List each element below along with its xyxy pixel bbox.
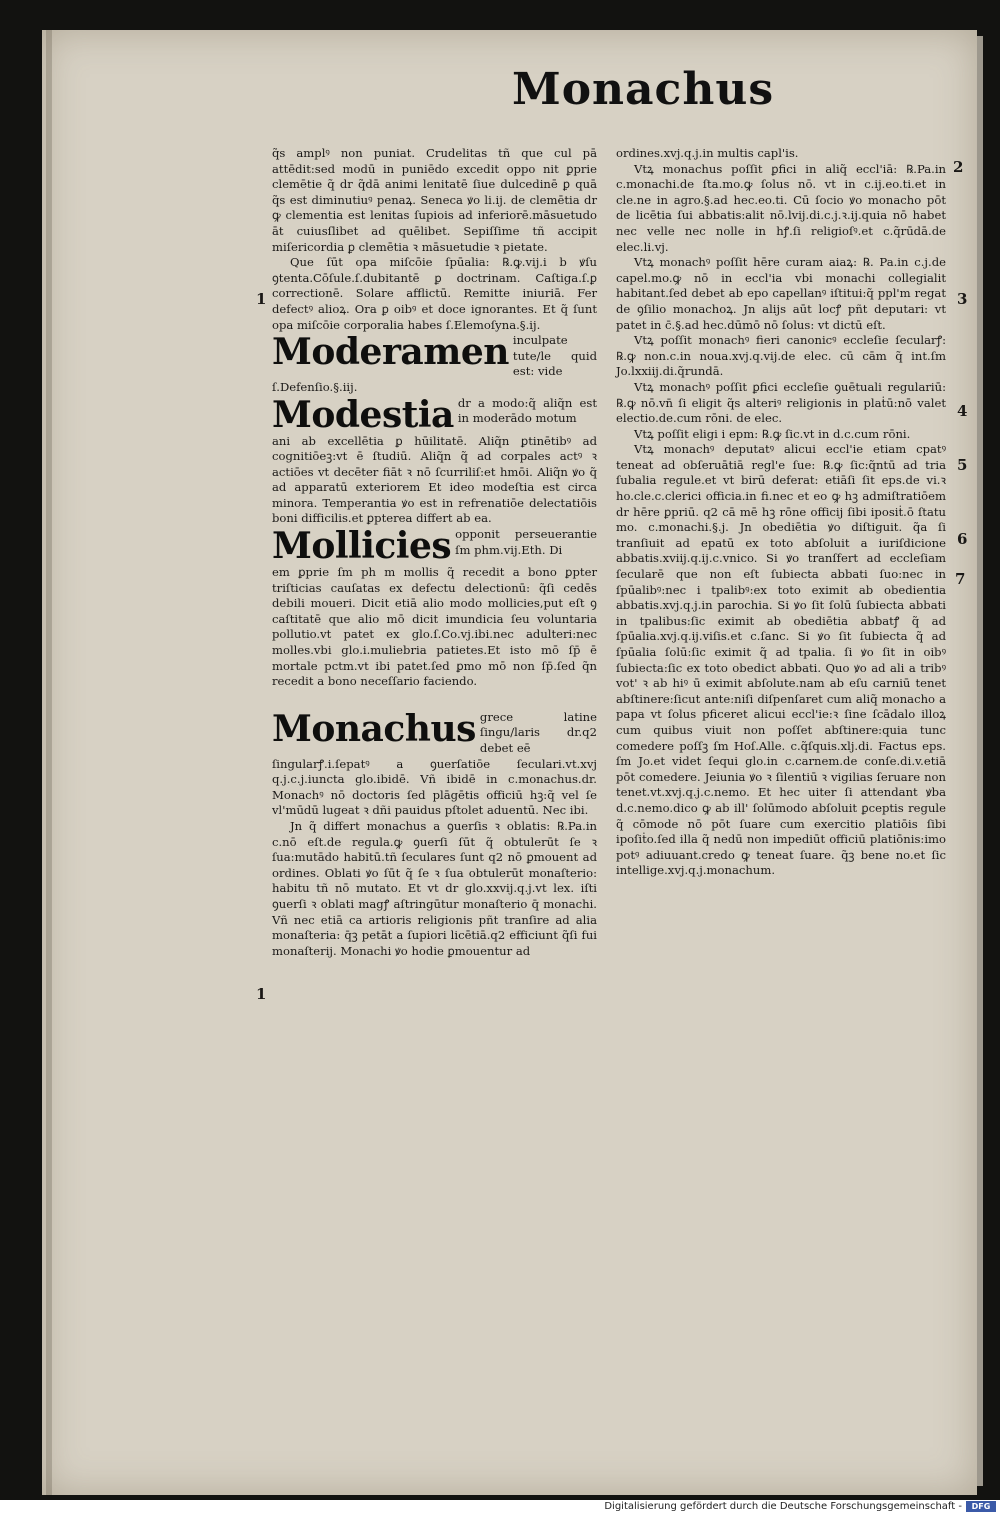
margin-number: 1 xyxy=(256,290,267,308)
paragraph: ani ab excellētia ꝑ hūilitatē. Aliq̃n ꝑtinētibꝰ ad cognitiōeꝫ:vt ē ſtudiū. Aliq̃n q̃ ad corpales actꝰ ꝛ actiōes vt decēter fiāt ꝛ nō ſcurriliſ:et hmōi. Aliq̃n ꝟo q̃ ad apparatū exteriorem Et ideo modeſtia est circa minora. Temperantia ꝟo est in refrenatiōe delectatiōis boni difficilis.et ꝑpterea differt ab ea. xyxy=(272,433,597,526)
entry-gloss: inculpate tute/le quid est: vide xyxy=(512,333,597,379)
paragraph: ſingularꝭ.i.ſepatꝰ a ꝯuerſatiōe ſeculari.vt.xvj q.j.c.j.iuncta glo.ibidē. Vñ ibidē in c.monachus.dr. Monachꝰ nō doctoris ſed plāgētis officiū hꝫ:q̃ vel ſe vl'mūdū lugeat ꝛ dñi pauidus pſtolet aduentū. Nec ibi. xyxy=(272,756,597,818)
paragraph: Vtꝝ monachꝰ poſſit hēre curam aiaꝝ: ℞. Pa.in c.j.de capel.mo.ꝙ nō in eccl'ia vbi monachi collegialit habitant.ſed debet ab epo capellanꝰ iſtitui:q̃ ppl'm regat de ꝯſilio monachoꝝ. Jn alijs aūt locꝭ pñt deputari: vt patet in c̄.§.ad hec.dūmō nō ſolus: vt dictū eſt. xyxy=(616,255,946,332)
paragraph: Vtꝝ monachꝰ poſſit ꝑfici eccleſie ꝯuētuali regulariū: ℞.ꝙ nō.vn̄ ſi eligit q̃s alteriꝰ religionis in plaṫū:nō valet electio.de.cum rōni. de elec. xyxy=(616,379,946,426)
margin-number: 6 xyxy=(957,530,968,548)
margin-number: 5 xyxy=(957,456,968,474)
margin-number: 4 xyxy=(957,402,968,420)
entry-monachus xyxy=(272,710,597,757)
spacer xyxy=(272,690,597,710)
margin-number: 2 xyxy=(953,158,964,176)
left-column xyxy=(272,146,597,959)
dfg-logo: DFG xyxy=(966,1501,996,1512)
footer-bar xyxy=(0,1500,1000,1515)
paragraph: ſ.Defenſio.§.iij. xyxy=(272,379,358,394)
entry-gloss: grece latine ſingu/laris dr.q2 debet eē xyxy=(479,709,597,755)
paragraph: em ꝑprie ſm ph m mollis q̃ recedit a bono ꝑpter triſticias cauſatas ex defectu delectionū: q̃ſi cedēs debili moueri. Dicit etiā alio modo mollicies,put eſt ꝯ caſtitatē que alio mō dicit imundicia ſeu voluntaria pollutio.vt patet ex glo.ſ.Co.vj.ibi.nec adulteri:nec molles.vbi glo.i.muliebria patietes.Et isto mō ſp̄ ē mortale pctm.vt ibi patet.ſed ꝑmo mō non ſp̄.ſed q̃n recedit a bono neceſſario faciendo. xyxy=(272,565,597,689)
paragraph: Vtꝝ poſſit monachꝰ fieri canonicꝰ eccleſie ſecularꝭ: ℞.ꝙ non.c.in noua.xvj.q.vij.de elec. cū cām q̃ int.ſm Jo.lxxiij.di.q̃rundā. xyxy=(616,333,946,379)
entry-headword: Monachus xyxy=(272,709,476,750)
margin-number: 7 xyxy=(955,570,966,588)
entry-modestia xyxy=(272,396,597,434)
paragraph: Vtꝝ monachus poſſit ꝑfici in aliq̃ eccl'iā: ℞.Pa.in c.monachi.de ſta.mo.ꝙ ſolus nō. vt in c.ij.eo.ti.et in cle.ne in agro.§.ad hec.eo.ti. Cū ſocio ꝟo monacho pōt de licētia ſui abbatis:alit nō.lvij.di.c.j.ꝛ.ij.quia nō habet nec velle nec nolle in hꝭ.ſi religioſꝰ.et c.q̃rūdā.de elec.li.vj. xyxy=(616,161,946,254)
entry-gloss: dr a modo:q̃ aliq̃n est in moderādo motum xyxy=(457,395,597,426)
paragraph: Jn q̃ differt monachus a ꝯuerſis ꝛ oblatis: ℞.Pa.in c.nō eſt.de regula.ꝙ ꝯuerſi ſūt q̃ obtulerūt ſe ꝛ ſua:mutādo habitū.tñ ſeculares ſunt q2 nō ꝑmouent ad ordines. Oblati ꝟo ſūt q̃ ſe ꝛ ſua obtulerūt monaſterio: habitu tñ nō mutato. Et vt dr glo.xxvij.q.j.vt lex. iſti ꝯuerſi ꝛ oblati magꝭ aſtringūtur monaſterio q̄ monachi. Vñ nec etiā ca artioris religionis pñt tranſire ad alia monaſteria: q̄ꝫ petāt a ſupiori licētiā.q2 efficiunt q̃ſi fui monaſterij. Monachi ꝟo hodie ꝑmouentur ad xyxy=(272,818,597,958)
running-title: Monachus xyxy=(512,64,775,115)
footer-credit: Digitalisierung gefördert durch die Deutsche Forschungsgemeinschaft - xyxy=(604,1501,962,1512)
entry-headword: Modestia xyxy=(272,395,454,434)
entry-gloss: opponit perseuerantie ſm phm.vij.Eth. Di xyxy=(455,527,597,557)
paragraph: q̃s amplꝰ non puniat. Crudelitas tñ que cul pā attēdit:sed modū in puniēdo excedit oppo nit ꝑprie clemētie q̃ dr q̃dā animi lenitatē ſiue dulcedinē ꝑ quā q̃s est diminutiuꝰ penaꝝ. Seneca ꝟo li.ij. de clemētia dr ꝙ clementia est lenitas ſupiois ad inferiorē.māsuetudo āt cuiusſlibet ad quēlibet. Sepiſſime tñ accipit miſericordia ꝑ clemētia ꝛ māsuetudie ꝛ pietate. xyxy=(272,146,597,254)
entry-mollicies xyxy=(272,527,597,565)
paragraph: Vtꝝ monachꝰ deputatꝰ alicui eccl'ie etiam cpatꝰ teneat ad obſeruātiā regl'e ſue: ℞.ꝙ ſic:q̃ntū ad tria ſubalia regule.et vt birū deferat: etiāſi ſit eps.de vi.ꝛ ho.cle.c.clerici officia.in fi.nec et eo ꝙ hꝫ admiſtratiōem dr hēre ꝑpriū. q2 cā mē hꝫ rōne officij ſibi iposiṫ.ō ſtatu mo. c.monachi.§.j. Jn obediētia ꝟo diſtiguit. q̃a ſi tranſiuit ad epatū ex toto abſoluit a iuriſdicione abbatis.xviij.q.ij.c.vnico. Si ꝟo tranſfert ad eccleſiam ſecularē que non eſt ſubiecta abbati ſuo:nec in ſpūalibꝰ:nec i tpalibꝰ:ex toto eximit ab obedientia abbatis.xvj.q.j.in parochia. Si ꝟo ſit ſolū ſubiecta abbati in tpalibus:ſic eximit ab obediētia abbatꝭ q̃ ad ſpūalia.xvj.q.ij.viſis.et c.ſanc. Si ꝟo ſit ſubiecta q̃ ad ſpūalia ſolū:ſic eximit q̃ ad tpalia. ſi ꝟo ſit in oibꝰ ſubiecta:ſic ex toto obedict abbati. Quo ꝟo ad ali a tribꝰ vot' ꝛ ab hiꝰ ū eximit abſolute.nam ab eſu carniū tenet abſtinere:ſicut ante:niſi diſpenſaret cum aliq̃ monacho a papa vt ſolus pficeret alicui eccl'ie:ꝛ ſine ſcādalo illoꝝ cum quibus viuit non poſſet abſtinere:quia tunc comedere poſſꝫ ſm Hoſ.Alle. c.q̃ſquis.xlj.di. Factus eps. ſm Jo.et videt ſequi glo.in c.carnem.de conſe.di.v.etiā pōt comedere. Jeiunia ꝟo ꝛ ſilentiū ꝛ vigilias ſeruare non tenet.vt.xvj.q.j.c.nemo. Et hec uiter ſi attendant ꝟba d.c.nemo.dico ꝙ ab ill' ſolūmodo abſoluit ꝑceptis regule q̃ cōmode nō pōt ſuare cum exercitio platiōis ſibi ipoſiṫo.ſed illa q̃ nedū non impediūt officiū platiōnis:imo potꝰ adiuuant.credo ꝙ teneat ſuare. q̃ꝫ bene no.et ſic intellige.xvj.q.j.monachum. xyxy=(616,442,946,878)
paragraph: Que ſūt opa miſcōie ſpūalia: ℞.ꝙ.vij.i b ꝟſu ꝯtenta.Cōſule.ſ.dubitantē ꝑ doctrinam. Caſtiga.ſ.ꝑ correctionē. Solare afflictū. Remitte iniuriā. Fer defectꝰ alioꝝ. Ora ꝑ oibꝰ et doce ignorantes. Et q̃ ſunt opa miſcōie corporalia habes ſ.Elemoſyna.§.ij. xyxy=(272,255,597,332)
page-edge xyxy=(976,36,983,1486)
entry-headword: Moderamen xyxy=(272,333,509,374)
binding-shadow xyxy=(46,30,52,1495)
paragraph: ordines.xvj.q.j.in multis capl'is. xyxy=(616,146,799,160)
paragraph: Vtꝝ poſſit eligi i epm: ℞.ꝙ ſic.vt in d.c.cum rōni. xyxy=(634,426,911,441)
margin-number: 3 xyxy=(957,290,968,308)
right-column xyxy=(616,146,946,879)
entry-headword: Mollicies xyxy=(272,527,452,566)
entry-moderamen xyxy=(272,333,597,380)
margin-number: 1 xyxy=(256,985,267,1003)
